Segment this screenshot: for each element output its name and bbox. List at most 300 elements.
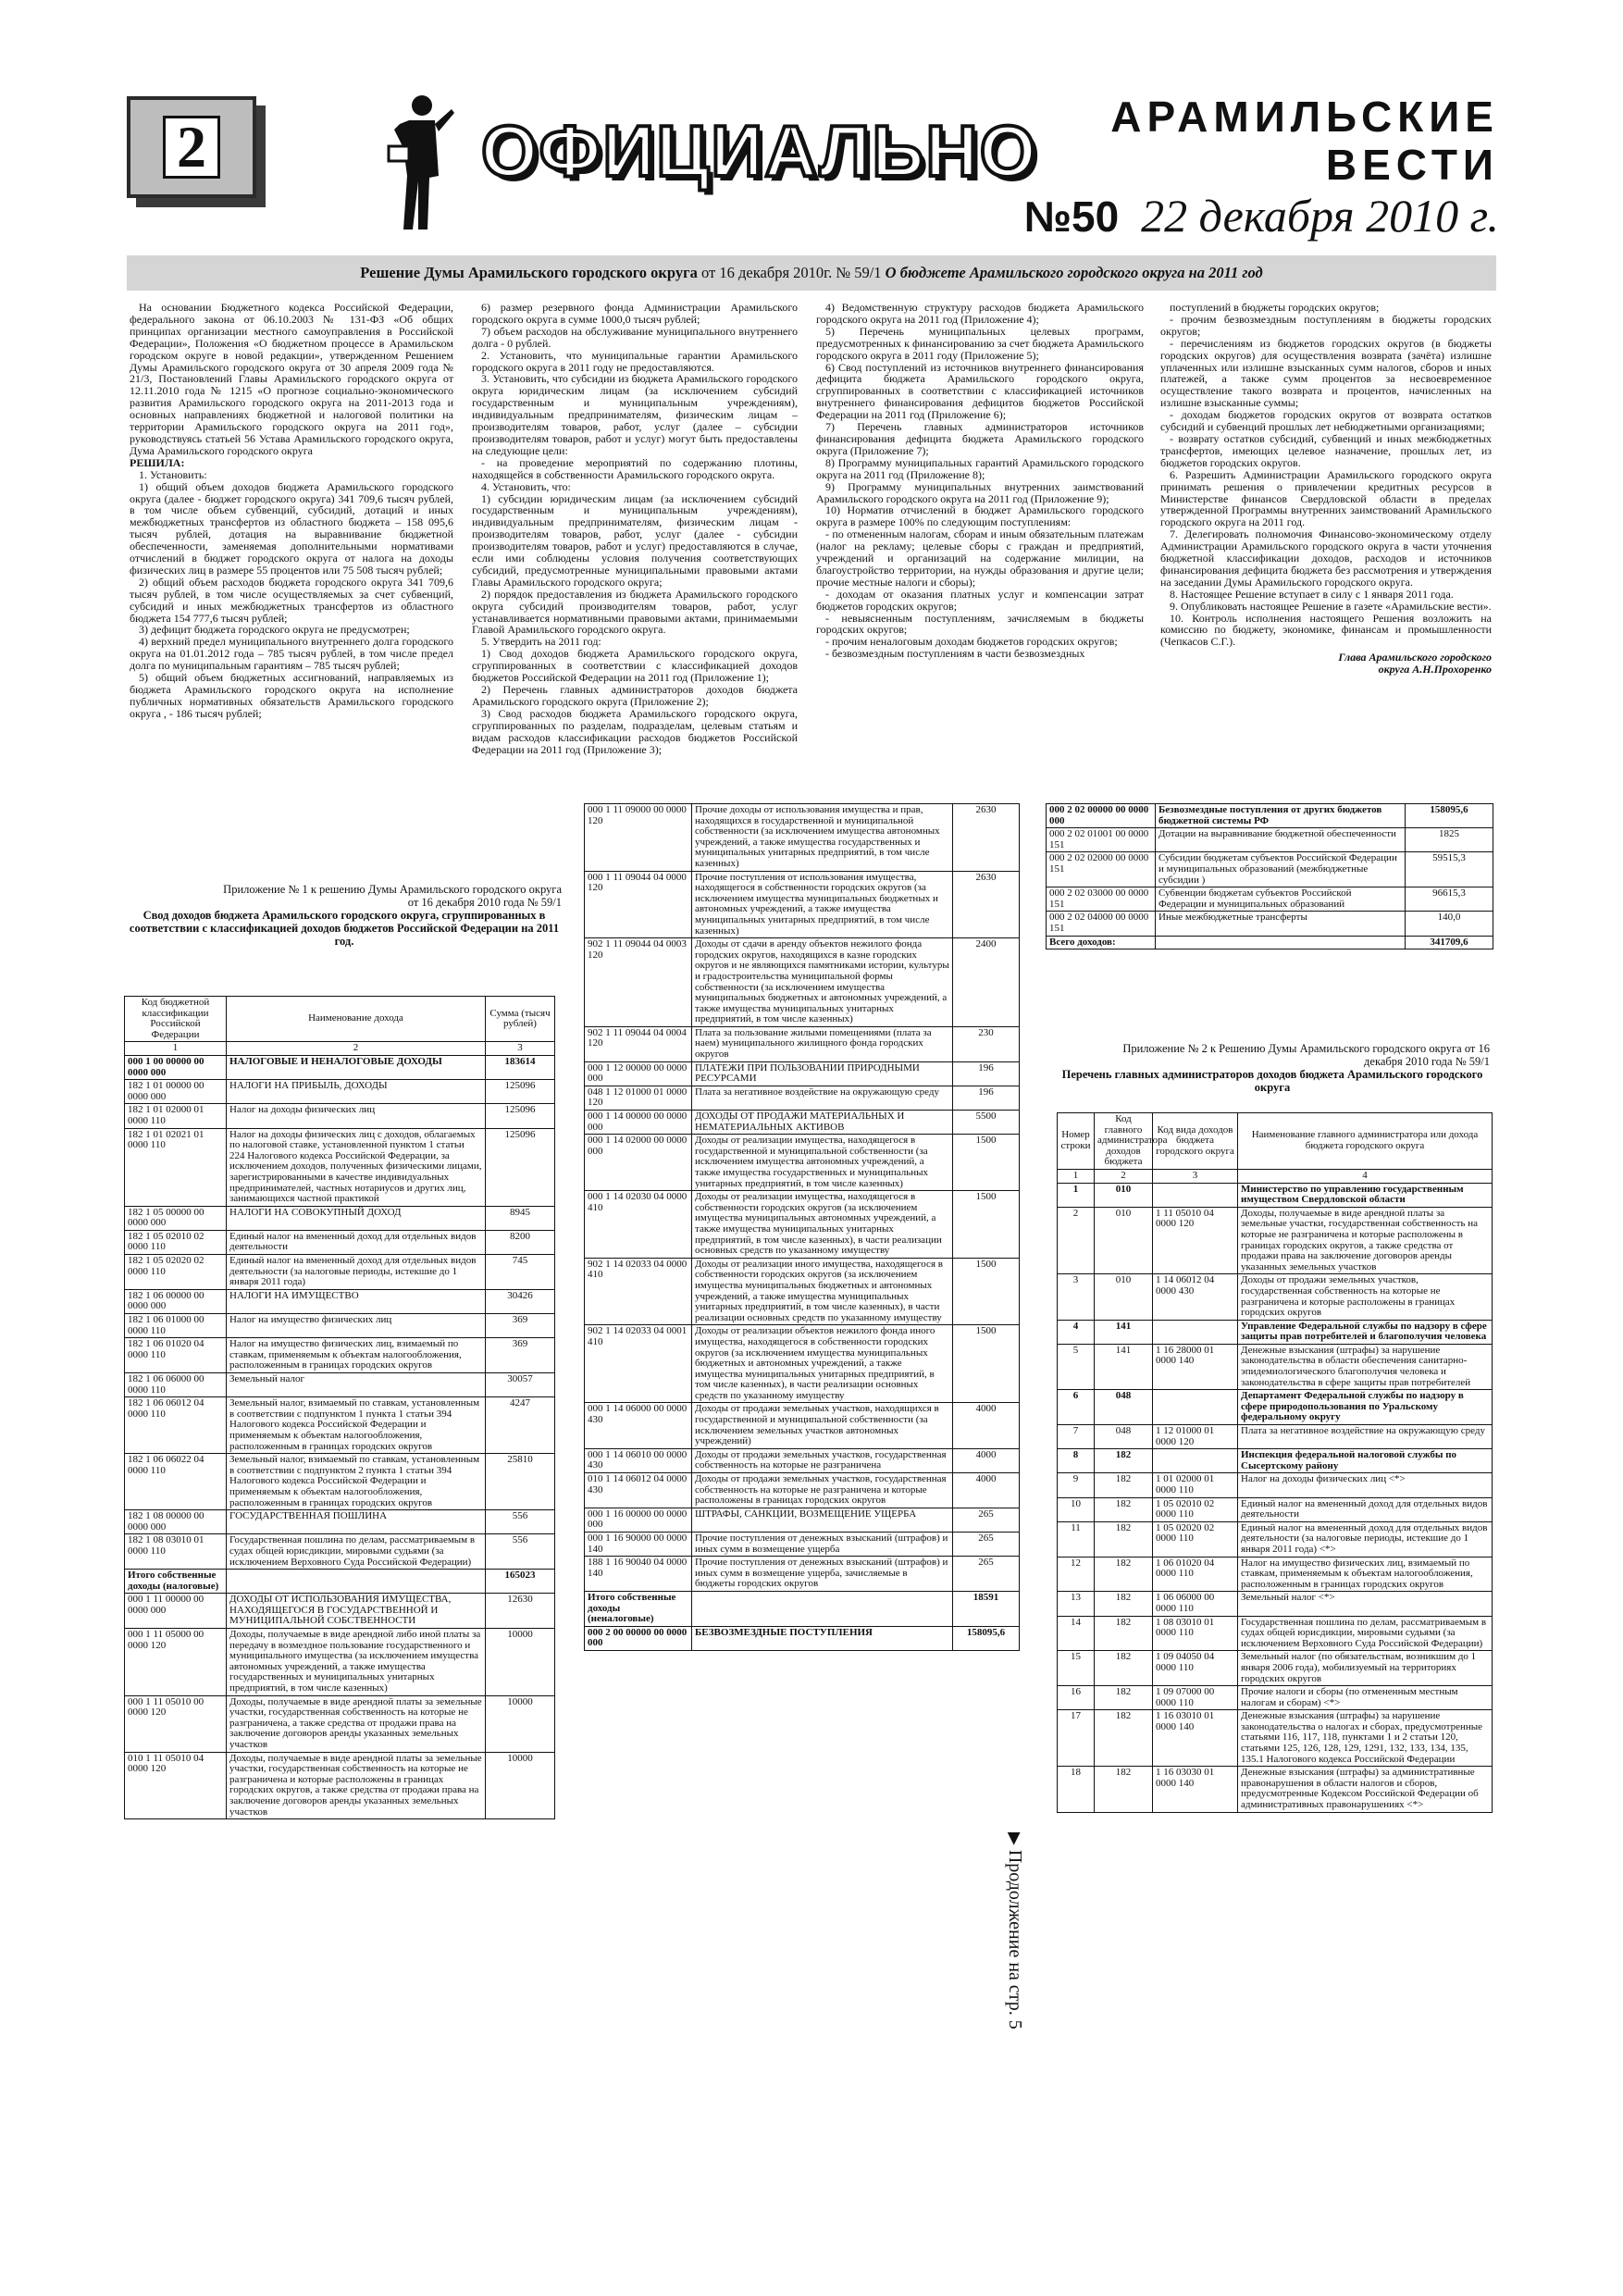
income-sum: 2630	[953, 871, 1020, 938]
income-sum: 2400	[953, 938, 1020, 1027]
annex2-ref-line1: Приложение № 2 к Решению Думы Арамильского городского округа от 16	[1122, 1042, 1490, 1055]
table-header-numbers-row	[1058, 1169, 1493, 1183]
income-name	[692, 1591, 953, 1626]
paragraph: На основании Бюджетного кодекса Российской Федерации, федерального закона от 06.10.2003 № 131-ФЗ «Об общих принципах организации местного самоуправления в Российской Федерации», Положения «О бюджетном процессе в Арамильском городском округе в новой редакции», утвержденном Решением Думы Арамильского городского округа от 30 апреля 2009 года № 21/3, Постановлений Главы Арамильского городского округа от 12.11.2010 года № 1215 «О прогнозе социально-экономического развития Арамильского городского округа на 2011-2013 года и основных направлениях бюджетной и налоговой политики на территории Арамильского городского округа на 2011 год», руководствуясь статьей 56 Устава Арамильского городского округа, Дума Арамильского городского округа	[130, 301, 453, 457]
income-code: 048 1 12 01000 01 0000 120	[585, 1086, 692, 1110]
administrator-code: 182	[1095, 1767, 1153, 1812]
income-code: 182 1 06 06000 00 0000 110	[125, 1373, 227, 1397]
table-row	[1058, 1473, 1493, 1497]
column-header: Сумма (тысяч рублей)	[486, 997, 555, 1042]
administrator-code: 141	[1095, 1320, 1153, 1344]
administrator-code: 182	[1095, 1449, 1153, 1473]
administrator-code: 182	[1095, 1710, 1153, 1767]
income-code: 902 1 14 02033 04 0001 410	[585, 1325, 692, 1403]
paragraph: 2) Перечень главных администраторов доходов бюджета Арамильского городского округа (Приложение 2);	[472, 683, 798, 708]
row-number: 1	[1058, 1183, 1095, 1207]
masthead	[981, 93, 1499, 242]
paragraph: - перечислениям из бюджетов городских округов (в бюджеты городских округов) для осуществления возврата (зачёта) излишне уплаченных или излишне взысканных сумм налогов, сборов и иных платежей, а также сумм процентов за несвоевременное осуществление такого возврата и процентов, начисленных на излишне взысканные суммы;	[1160, 336, 1492, 410]
income-name: Доходы от сдачи в аренду объектов нежилого фонда городских округов, находящихся в казне городских округов и не являющихся памятниками истории, культуры и градостроительства муниципальной формы собственности (за исключением имущества муниципальных бюджетных и автономных учреждений, а также имущества муниципальных унитарных предприятий, в том числе казенных)	[692, 938, 953, 1027]
income-code: 000 2 02 02000 00 0000 151	[1047, 852, 1156, 887]
income-sum: 369	[486, 1314, 555, 1338]
table-row	[125, 1397, 555, 1454]
administrator-code: 141	[1095, 1344, 1153, 1389]
administrator-code: 010	[1095, 1274, 1153, 1320]
continuation-text: Продолжение на стр. 5	[1005, 1849, 1025, 2029]
income-sum: 369	[486, 1338, 555, 1373]
income-sum: 1825	[1406, 828, 1493, 852]
income-code: 000 1 14 06000 00 0000 430	[585, 1403, 692, 1448]
income-code: 010 1 14 06012 04 0000 430	[585, 1473, 692, 1508]
annex1-table-part1	[124, 996, 555, 1819]
income-code: Итого собственные доходы (неналоговые)	[585, 1591, 692, 1626]
income-code: 000 1 11 09000 00 0000 120	[585, 804, 692, 872]
table-row	[1058, 1767, 1493, 1812]
row-number: 13	[1058, 1592, 1095, 1616]
administrator-code: 182	[1095, 1557, 1153, 1592]
table-row	[585, 938, 1020, 1027]
table-row	[585, 1533, 1020, 1557]
column-number: 3	[1153, 1169, 1238, 1183]
paragraph: - невыясненным поступлениям, зачисляемым в бюджеты городских округов;	[816, 611, 1144, 637]
paragraph: РЕШИЛА:	[130, 455, 185, 469]
income-code: 902 1 14 02033 04 0000 410	[585, 1258, 692, 1325]
annex1-table-part2	[584, 803, 1020, 1651]
income-name: Земельный налог	[227, 1373, 486, 1397]
income-sum: 158095,6	[953, 1626, 1020, 1650]
income-sum: 1500	[953, 1191, 1020, 1259]
annex2-title: Перечень главных администраторов доходов бюджета Арамильского городского округа	[1061, 1068, 1483, 1094]
row-number: 5	[1058, 1344, 1095, 1389]
administrator-code: 182	[1095, 1521, 1153, 1557]
speaker-figure-icon	[381, 93, 455, 231]
income-name: ПЛАТЕЖИ ПРИ ПОЛЬЗОВАНИИ ПРИРОДНЫМИ РЕСУРСАМИ	[692, 1061, 953, 1086]
income-type-code: 1 08 03010 01 0000 110	[1153, 1616, 1238, 1651]
income-sum: 196	[953, 1086, 1020, 1110]
income-code: 000 2 02 00000 00 0000 000	[1047, 804, 1156, 828]
income-name: Иные межбюджетные трансферты	[1156, 912, 1406, 936]
income-name: Налог на имущество физических лиц	[227, 1314, 486, 1338]
income-sum: 4247	[486, 1397, 555, 1454]
administrator-name: Плата за негативное воздействие на окружающую среду	[1238, 1425, 1493, 1449]
table-header-numbers-row	[125, 1042, 555, 1056]
table-row	[1047, 852, 1493, 887]
administrator-code: 182	[1095, 1592, 1153, 1616]
income-name: Плата за пользование жилыми помещениями (плата за наем) муниципального жилищного фонда городских округов	[692, 1026, 953, 1061]
column-number: 3	[486, 1042, 555, 1056]
paragraph: 7) объем расходов на обслуживание муниципального внутреннего долга - 0 рублей.	[472, 324, 798, 350]
income-sum: 196	[953, 1061, 1020, 1086]
administrator-name: Прочие налоги и сборы (по отмененным местным налогам и сборам) <*>	[1238, 1686, 1493, 1710]
page-number: 2	[163, 116, 220, 179]
paragraph: 1. Установить:	[139, 467, 207, 481]
annex2-ref-line2: декабря 2010 года № 59/1	[1364, 1055, 1490, 1068]
administrator-name: Земельный налог (по обязательствам, возникшим до 1 января 2006 года), мобилизуемый на территориях городских округов	[1238, 1651, 1493, 1686]
administrator-name: Министерство по управлению государственным имуществом Свердловской области	[1238, 1183, 1493, 1207]
table-row	[1047, 887, 1493, 912]
income-code: 000 1 14 02000 00 0000 000	[585, 1135, 692, 1191]
annex2-table	[1057, 1112, 1493, 1813]
income-name: Доходы от реализации объектов нежилого фонда иного имущества, находящегося в собственности городских округов (за исключением имущества муниципальных бюджетных и автономных учреждений, а также имущества муниципальных унитарных предприятий, в том числе казенных), в части реализации основных средств по указанному имуществу	[692, 1325, 953, 1403]
income-sum: 125096	[486, 1104, 555, 1128]
income-code: 000 1 16 90000 00 0000 140	[585, 1533, 692, 1557]
income-code: 182 1 06 01020 04 0000 110	[125, 1338, 227, 1373]
income-code: 182 1 06 01000 00 0000 110	[125, 1314, 227, 1338]
income-sum: 230	[953, 1026, 1020, 1061]
table-row	[1058, 1592, 1493, 1616]
income-sum: 96615,3	[1406, 887, 1493, 912]
administrator-name: Земельный налог <*>	[1238, 1592, 1493, 1616]
table-row	[585, 1111, 1020, 1135]
income-name: ДОХОДЫ ОТ ИСПОЛЬЗОВАНИЯ ИМУЩЕСТВА, НАХОДЯЩЕГОСЯ В ГОСУДАРСТВЕННОЙ И МУНИЦИПАЛЬНОЙ СОБСТВЕННОСТИ	[227, 1594, 486, 1629]
table-row	[585, 804, 1020, 872]
income-sum: 10000	[486, 1752, 555, 1819]
income-sum: 2630	[953, 804, 1020, 872]
income-type-code: 1 16 28000 01 0000 140	[1153, 1344, 1238, 1389]
income-code: 000 2 02 04000 00 0000 151	[1047, 912, 1156, 936]
income-name: Земельный налог, взимаемый по ставкам, установленным в соответствии с подпунктом 1 пункта 1 статьи 394 Налогового кодекса Российской Федерации и применяемым к объектам налогообложения, расположенным в границах городских округов	[227, 1397, 486, 1454]
table-row	[1058, 1521, 1493, 1557]
income-name: Доходы, получаемые в виде арендной либо иной платы за передачу в возмездное пользование государственного и муниципального имущества (за исключением имущества автономных учреждений, а также имущества государственных и муниципальных унитарных предприятий, в том числе казенных)	[227, 1629, 486, 1696]
income-sum: 8200	[486, 1230, 555, 1254]
income-code: 000 1 11 09044 04 0000 120	[585, 871, 692, 938]
issue-number: №50	[1023, 192, 1120, 241]
paragraph: 6) Свод поступлений из источников внутреннего финансирования дефицита бюджета Арамильского городского округа, сгруппированных в соответствии с классификацией источников внутреннего финансирования дефицитов бюджетов Российской Федерации на 2011 год (Приложение 6);	[816, 360, 1144, 422]
income-name: Доходы, получаемые в виде арендной платы за земельные участки, государственная собственность на которые не разграничена и которые расположены в границах городских округов, а также средства от продажи права на заключение договоров аренды указанных земельных участков	[227, 1752, 486, 1819]
income-name: Плата за негативное воздействие на окружающую среду	[692, 1086, 953, 1110]
table-row	[1058, 1390, 1493, 1425]
annex1-title: Свод доходов бюджета Арамильского городского округа, сгруппированных в соответствии с классификацией доходов бюджетов Российской Федерации на 2011 год.	[129, 909, 560, 948]
income-sum: 4000	[953, 1448, 1020, 1472]
table-row	[585, 1508, 1020, 1532]
administrator-name: Управление Федеральной службы по надзору в сфере защиты прав потребителей и благополучия человека	[1238, 1320, 1493, 1344]
table-row	[585, 1061, 1020, 1086]
table-row	[125, 1206, 555, 1230]
income-code: 902 1 11 09044 04 0004 120	[585, 1026, 692, 1061]
income-code: 182 1 05 02010 02 0000 110	[125, 1230, 227, 1254]
income-name: Единый налог на вмененный доход для отдельных видов деятельности	[227, 1230, 486, 1254]
column-header: Наименование главного администратора или дохода бюджета городского округа	[1238, 1113, 1493, 1170]
income-sum: 125096	[486, 1128, 555, 1206]
income-type-code: 1 06 01020 04 0000 110	[1153, 1557, 1238, 1592]
page-number-box	[127, 96, 256, 198]
table-row	[585, 871, 1020, 938]
text-column-2	[472, 302, 798, 820]
table-row	[1058, 1686, 1493, 1710]
income-sum: 8945	[486, 1206, 555, 1230]
administrator-name: Денежные взыскания (штрафы) за нарушение законодательства о налогах и сборах, предусмотренные статьями 116, 117, 118, пунктами 1 и 2 статьи 120, статьями 125, 126, 128, 129, 1291, 132, 133, 134, 135, 135.1 Налогового кодекса Российской Федерации	[1238, 1710, 1493, 1767]
income-sum: 59515,3	[1406, 852, 1493, 887]
text-column-1	[130, 302, 453, 820]
income-sum: 18591	[953, 1591, 1020, 1626]
income-code: 000 1 11 00000 00 0000 000	[125, 1594, 227, 1629]
table-row	[585, 1026, 1020, 1061]
table-row	[585, 1626, 1020, 1650]
administrator-code: 048	[1095, 1390, 1153, 1425]
income-sum: 265	[953, 1557, 1020, 1592]
table-row	[125, 1230, 555, 1254]
table-header-row	[125, 997, 555, 1042]
column-number: 4	[1238, 1169, 1493, 1183]
income-name: НАЛОГОВЫЕ И НЕНАЛОГОВЫЕ ДОХОДЫ	[227, 1055, 486, 1079]
table-row	[1058, 1183, 1493, 1207]
table-row	[585, 1473, 1020, 1508]
table-row	[125, 1314, 555, 1338]
table-row	[1058, 1207, 1493, 1274]
income-name: Доходы от продажи земельных участков, государственная собственность на которые не разграничена и которые расположены в границах городских округов	[692, 1473, 953, 1508]
income-name: Доходы от продажи земельных участков, находящихся в государственной и муниципальной собственности (за исключением земельных участков автономных учреждений)	[692, 1403, 953, 1448]
income-sum: 4000	[953, 1473, 1020, 1508]
paragraph: 4) верхний предел муниципального внутреннего долга городского округа на 01.01.2012 года – 785 тысяч рублей, в том числе предел долга по муниципальным гарантиям – 785 тысяч рублей;	[130, 635, 453, 673]
paragraph: 3) дефицит бюджета городского округа не предусмотрен;	[139, 623, 410, 637]
income-name: Доходы от продажи земельных участков, государственная собственность на которые не разграничена	[692, 1448, 953, 1472]
paragraph: 2. Установить, что муниципальные гарантии Арамильского городского округа в 2011 году не предоставляются.	[472, 348, 798, 374]
income-sum: 5500	[953, 1111, 1020, 1135]
administrator-name: Единый налог на вмененный доход для отдельных видов деятельности	[1238, 1497, 1493, 1521]
paragraph: 9. Опубликовать настоящее Решение в газете «Арамильские вести».	[1170, 599, 1492, 613]
income-code: Всего доходов:	[1047, 936, 1156, 949]
income-code: 182 1 06 06022 04 0000 110	[125, 1454, 227, 1510]
income-code: 182 1 05 00000 00 0000 000	[125, 1206, 227, 1230]
table-row	[585, 1191, 1020, 1259]
paragraph: - прочим неналоговым доходам бюджетов городских округов;	[825, 635, 1118, 649]
table-row	[125, 1629, 555, 1696]
table-row	[125, 1289, 555, 1313]
table-row	[125, 1752, 555, 1819]
paragraph: 1) субсидии юридическим лицам (за исключением субсидий государственным и муниципальным учреждениям), индивидуальным предпринимателям, физическим лицам - производителям товаров, работ, услуг (далее - субсидии производителям товаров, работ и услуг) предоставляются в случае, если ими соблюдены условия получения соответствующих субсидий, предусмотренные муниципальными правовыми актами Главы Арамильского городского округа;	[472, 491, 798, 589]
paragraph: 2) порядок предоставления из бюджета Арамильского городского округа субсидий производителям товаров, работ, услуг устанавливается нормативными правовыми актами, принимаемыми Главой Арамильского городского округа.	[472, 587, 798, 637]
administrator-code: 010	[1095, 1183, 1153, 1207]
income-code: 182 1 06 00000 00 0000 000	[125, 1289, 227, 1313]
income-code: 182 1 08 03010 01 0000 110	[125, 1534, 227, 1570]
column-header: Код главного администратора доходов бюджета	[1095, 1113, 1153, 1170]
income-type-code: 1 14 06012 04 0000 430	[1153, 1274, 1238, 1320]
column-number: 1	[1058, 1169, 1095, 1183]
decision-title-subject: О бюджете Арамильского городского округа на 2011 год	[885, 264, 1263, 281]
table-row	[585, 1258, 1020, 1325]
income-name: Субсидии бюджетам субъектов Российской Федерации и муниципальных образований (межбюджетные субсидии )	[1156, 852, 1406, 887]
paragraph: 2) общий объем расходов бюджета городского округа 341 709,6 тысяч рублей, в том числе осуществляемых за счет субвенций, субсидий и иных межбюджетных трансфертов из областного бюджета 154 777,6 тысяч рублей;	[130, 575, 453, 625]
table-row	[1047, 828, 1493, 852]
income-name: БЕЗВОЗМЕЗДНЫЕ ПОСТУПЛЕНИЯ	[692, 1626, 953, 1650]
income-name: Дотации на выравнивание бюджетной обеспеченности	[1156, 828, 1406, 852]
row-number: 7	[1058, 1425, 1095, 1449]
income-name: ГОСУДАРСТВЕННАЯ ПОШЛИНА	[227, 1510, 486, 1534]
income-code: 000 1 11 05010 00 0000 120	[125, 1695, 227, 1752]
decision-title-prefix: Решение Думы Арамильского городского округа	[360, 264, 698, 281]
row-number: 3	[1058, 1274, 1095, 1320]
income-code: 000 2 02 01001 00 0000 151	[1047, 828, 1156, 852]
table-row	[1058, 1616, 1493, 1651]
paragraph: - по отмененным налогам, сборам и иным обязательным платежам (налог на рекламу; целевые сборы с граждан и предприятий, учреждений и организаций на содержание милиции, на благоустройство территории, на нужды образования и другие цели; прочие местные налоги и сборы);	[816, 527, 1144, 589]
column-header: Код вида доходов бюджета городского округа	[1153, 1113, 1238, 1170]
administrator-code: 182	[1095, 1651, 1153, 1686]
income-sum: 1500	[953, 1135, 1020, 1191]
column-header: Номер строки	[1058, 1113, 1095, 1170]
continuation-note	[1004, 1832, 1025, 2029]
paragraph: 3) Свод расходов бюджета Арамильского городского округа, сгруппированных по разделам, подразделам, целевым статьям и видам расходов классификации расходов бюджетов Российской Федерации на 2011 год (Приложение 3);	[472, 706, 798, 756]
income-sum: 341709,6	[1406, 936, 1493, 949]
paragraph: - доходам от оказания платных услуг и компенсации затрат бюджетов городских округов;	[816, 587, 1144, 613]
income-name	[1156, 936, 1406, 949]
income-name: Доходы от реализации иного имущества, находящегося в собственности городских округов (за исключением имущества муниципальных бюджетных и автономных учреждений, а также имущества муниципальных унитарных предприятий, в том числе казенных), в части реализации основных средств по указанному имуществу	[692, 1258, 953, 1325]
table-row	[125, 1255, 555, 1290]
income-code: 000 1 11 05000 00 0000 120	[125, 1629, 227, 1696]
row-number: 14	[1058, 1616, 1095, 1651]
paragraph: 4) Ведомственную структуру расходов бюджета Арамильского городского округа на 2011 год (Приложение 4);	[816, 301, 1144, 326]
paragraph: 6. Разрешить Администрации Арамильского городского округа принимать решения о привлечении кредитных ресурсов в Министерстве финансов Свердловской области в пределах утвержденной Программы внутренних заимствований Арамильского городского округа на 2011 год.	[1160, 467, 1492, 529]
income-type-code: 1 16 03010 01 0000 140	[1153, 1710, 1238, 1767]
administrator-name: Налог на доходы физических лиц <*>	[1238, 1473, 1493, 1497]
income-sum: 165023	[486, 1570, 555, 1594]
income-code: 000 1 00 00000 00 0000 000	[125, 1055, 227, 1079]
table-row	[125, 1534, 555, 1570]
income-sum: 556	[486, 1534, 555, 1570]
income-sum: 30426	[486, 1289, 555, 1313]
column-header: Наименование дохода	[227, 997, 486, 1042]
administrator-name: Налог на имущество физических лиц, взимаемый по ставкам, применяемым к объектам налогообложения, расположенным в границах городских округов	[1238, 1557, 1493, 1592]
administrator-code: 010	[1095, 1207, 1153, 1274]
income-type-code: 1 16 03030 01 0000 140	[1153, 1767, 1238, 1812]
administrator-code: 182	[1095, 1497, 1153, 1521]
administrator-code: 048	[1095, 1425, 1153, 1449]
income-name: Налог на доходы физических лиц	[227, 1104, 486, 1128]
income-name: НАЛОГИ НА СОВОКУПНЫЙ ДОХОД	[227, 1206, 486, 1230]
income-code: 182 1 05 02020 02 0000 110	[125, 1255, 227, 1290]
signature-line2: округа А.Н.Прохоренко	[1378, 663, 1492, 676]
paragraph: 8. Настоящее Решение вступает в силу с 1 января 2011 года.	[1170, 587, 1454, 601]
income-sum: 10000	[486, 1695, 555, 1752]
income-sum: 4000	[953, 1403, 1020, 1448]
table-row	[585, 1591, 1020, 1626]
income-type-code: 1 05 02010 02 0000 110	[1153, 1497, 1238, 1521]
signature-line1: Глава Арамильского городского	[1338, 651, 1492, 664]
table-row	[585, 1557, 1020, 1592]
table-row	[585, 1086, 1020, 1110]
row-number: 4	[1058, 1320, 1095, 1344]
income-code: 000 1 12 00000 00 0000 000	[585, 1061, 692, 1086]
administrator-code: 182	[1095, 1616, 1153, 1651]
table-row	[1058, 1320, 1493, 1344]
decision-title	[127, 255, 1496, 291]
income-type-code: 1 06 06000 00 0000 110	[1153, 1592, 1238, 1616]
table-row	[1047, 936, 1493, 949]
income-sum: 25810	[486, 1454, 555, 1510]
table-row	[125, 1695, 555, 1752]
income-name: НАЛОГИ НА ПРИБЫЛЬ, ДОХОДЫ	[227, 1080, 486, 1104]
paragraph: - возврату остатков субсидий, субвенций и иных межбюджетных трансфертов, имеющих целевое назначение, прошлых лет, из бюджетов городских округов.	[1160, 431, 1492, 469]
administrator-name: Инспекция федеральной налоговой службы по Сысертскому району	[1238, 1449, 1493, 1473]
table-row	[1058, 1425, 1493, 1449]
paragraph: 1) Свод доходов бюджета Арамильского городского округа, сгруппированных в соответствии с классификацией доходов бюджетов Российской Федерации на 2011 год (Приложение 1);	[472, 647, 798, 685]
row-number: 12	[1058, 1557, 1095, 1592]
income-name	[227, 1570, 486, 1594]
income-code: 000 2 02 03000 00 0000 151	[1047, 887, 1156, 912]
paragraph: 7. Делегировать полномочия Финансово-экономическому отделу Администрации Арамильского городского округа в части уточнения бюджетной классификации доходов, расходов и источников финансирования дефицита бюджета без рассмотрения и утверждения на заседании Думы Арамильского городского округа.	[1160, 527, 1492, 589]
income-type-code	[1153, 1449, 1238, 1473]
table-row	[1058, 1710, 1493, 1767]
income-code: Итого собственные доходы (налоговые)	[125, 1570, 227, 1594]
paragraph: 3. Установить, что субсидии из бюджета Арамильского городского округа юридическим лицам (за исключением субсидий государственным и муниципальным учреждениям), индивидуальным предпринимателям, физическим лицам – производителям товаров, работ, услуг (далее – субсидии производителям товаров, работ и услуг) могут быть предоставлены на следующие цели:	[472, 372, 798, 457]
row-number: 15	[1058, 1651, 1095, 1686]
administrator-code: 182	[1095, 1473, 1153, 1497]
column-number: 1	[125, 1042, 227, 1056]
income-type-code: 1 01 02000 01 0000 110	[1153, 1473, 1238, 1497]
paragraph: 4. Установить, что:	[481, 479, 571, 493]
table-row	[1058, 1344, 1493, 1389]
income-code: 182 1 06 06012 04 0000 110	[125, 1397, 227, 1454]
paragraph: 9) Программу муниципальных внутренних заимствований Арамильского городского округа на 2011 год (Приложение 9);	[816, 479, 1144, 505]
paragraph: 8) Программу муниципальных гарантий Арамильского городского округа на 2011 год (Приложение 8);	[816, 455, 1144, 481]
income-name: Безвозмездные поступления от других бюджетов бюджетной системы РФ	[1156, 804, 1406, 828]
income-code: 000 2 00 00000 00 0000 000	[585, 1626, 692, 1650]
issue-date: 22 декабря 2010 г.	[1141, 190, 1499, 242]
annex2-heading	[1055, 1042, 1490, 1094]
income-sum: 1500	[953, 1258, 1020, 1325]
arrow-right-icon: ▶	[1006, 1832, 1024, 1845]
income-name: Прочие поступления от денежных взысканий (штрафов) и иных сумм в возмещение ущерба, зачисляемые в бюджеты городских округов	[692, 1557, 953, 1592]
table-row	[1058, 1274, 1493, 1320]
income-sum: 265	[953, 1508, 1020, 1532]
row-number: 11	[1058, 1521, 1095, 1557]
income-name: Налог на доходы физических лиц с доходов, облагаемых по налоговой ставке, установленной пунктом 1 статьи 224 Налогового кодекса Российской Федерации, за исключением доходов, полученных физическими лицами, зарегистрированными в качестве индивидуальных предпринимателей, частных нотариусов и других лиц, занимающихся частной практикой	[227, 1128, 486, 1206]
row-number: 18	[1058, 1767, 1095, 1812]
table-row	[1047, 912, 1493, 936]
paragraph: 6) размер резервного фонда Администрации Арамильского городского округа в сумме 1000,0 тысяч рублей;	[472, 301, 798, 326]
income-code: 188 1 16 90040 04 0000 140	[585, 1557, 692, 1592]
section-title: ОФИЦИАЛЬНО	[481, 110, 1038, 192]
table-row	[125, 1454, 555, 1510]
paragraph: 7) Перечень главных администраторов источников финансирования дефицита бюджета Арамильского городского округа (Приложение 7);	[816, 420, 1144, 457]
income-code: 000 1 14 06010 00 0000 430	[585, 1448, 692, 1472]
administrator-code: 182	[1095, 1686, 1153, 1710]
text-column-3	[816, 302, 1144, 820]
income-sum: 30057	[486, 1373, 555, 1397]
row-number: 6	[1058, 1390, 1095, 1425]
table-row	[125, 1570, 555, 1594]
income-sum: 556	[486, 1510, 555, 1534]
income-name: ДОХОДЫ ОТ ПРОДАЖИ МАТЕРИАЛЬНЫХ И НЕМАТЕРИАЛЬНЫХ АКТИВОВ	[692, 1111, 953, 1135]
income-code: 182 1 01 02000 01 0000 110	[125, 1104, 227, 1128]
table-row	[585, 1448, 1020, 1472]
table-row	[125, 1510, 555, 1534]
income-sum: 183614	[486, 1055, 555, 1079]
paragraph: - доходам бюджетов городских округов от возврата остатков субсидий и субвенций прошлых лет небюджетными организациями;	[1160, 408, 1492, 434]
row-number: 9	[1058, 1473, 1095, 1497]
table-row	[125, 1338, 555, 1373]
row-number: 8	[1058, 1449, 1095, 1473]
table-header-row	[1058, 1113, 1493, 1170]
row-number: 17	[1058, 1710, 1095, 1767]
income-name: Единый налог на вмененный доход для отдельных видов деятельности (за налоговые периоды, истекшие до 1 января 2011 года)	[227, 1255, 486, 1290]
table-row	[585, 1325, 1020, 1403]
paragraph: 5) Перечень муниципальных целевых программ, предусмотренных к финансированию за счет бюджета Арамильского городского округа в 2011 году (Приложение 5);	[816, 324, 1144, 362]
income-sum: 140,0	[1406, 912, 1493, 936]
income-type-code: 1 11 05010 04 0000 120	[1153, 1207, 1238, 1274]
income-code: 182 1 01 00000 00 0000 000	[125, 1080, 227, 1104]
income-name: Налог на имущество физических лиц, взимаемый по ставкам, применяемым к объектам налогообложения, расположенным в границах городских округов	[227, 1338, 486, 1373]
paragraph: 5. Утвердить на 2011 год:	[481, 635, 601, 649]
text-column-4	[1160, 302, 1492, 820]
administrator-name: Денежные взыскания (штрафы) за нарушение законодательства в области обеспечения санитарно-эпидемиологического благополучия человека и законодательства в сфере защиты прав потребителей	[1238, 1344, 1493, 1389]
row-number: 16	[1058, 1686, 1095, 1710]
income-name: Прочие поступления от денежных взысканий (штрафов) и иных сумм в возмещение ущерба	[692, 1533, 953, 1557]
administrator-name: Государственная пошлина по делам, рассматриваемым в судах общей юрисдикции, мировыми судьями (за исключением Верховного Суда Российской Федерации)	[1238, 1616, 1493, 1651]
income-sum: 125096	[486, 1080, 555, 1104]
income-sum: 1500	[953, 1325, 1020, 1403]
table-row	[1058, 1557, 1493, 1592]
table-row	[1058, 1651, 1493, 1686]
paragraph: - на проведение мероприятий по содержанию плотины, находящейся в собственности Арамильского городского округа.	[472, 455, 798, 481]
